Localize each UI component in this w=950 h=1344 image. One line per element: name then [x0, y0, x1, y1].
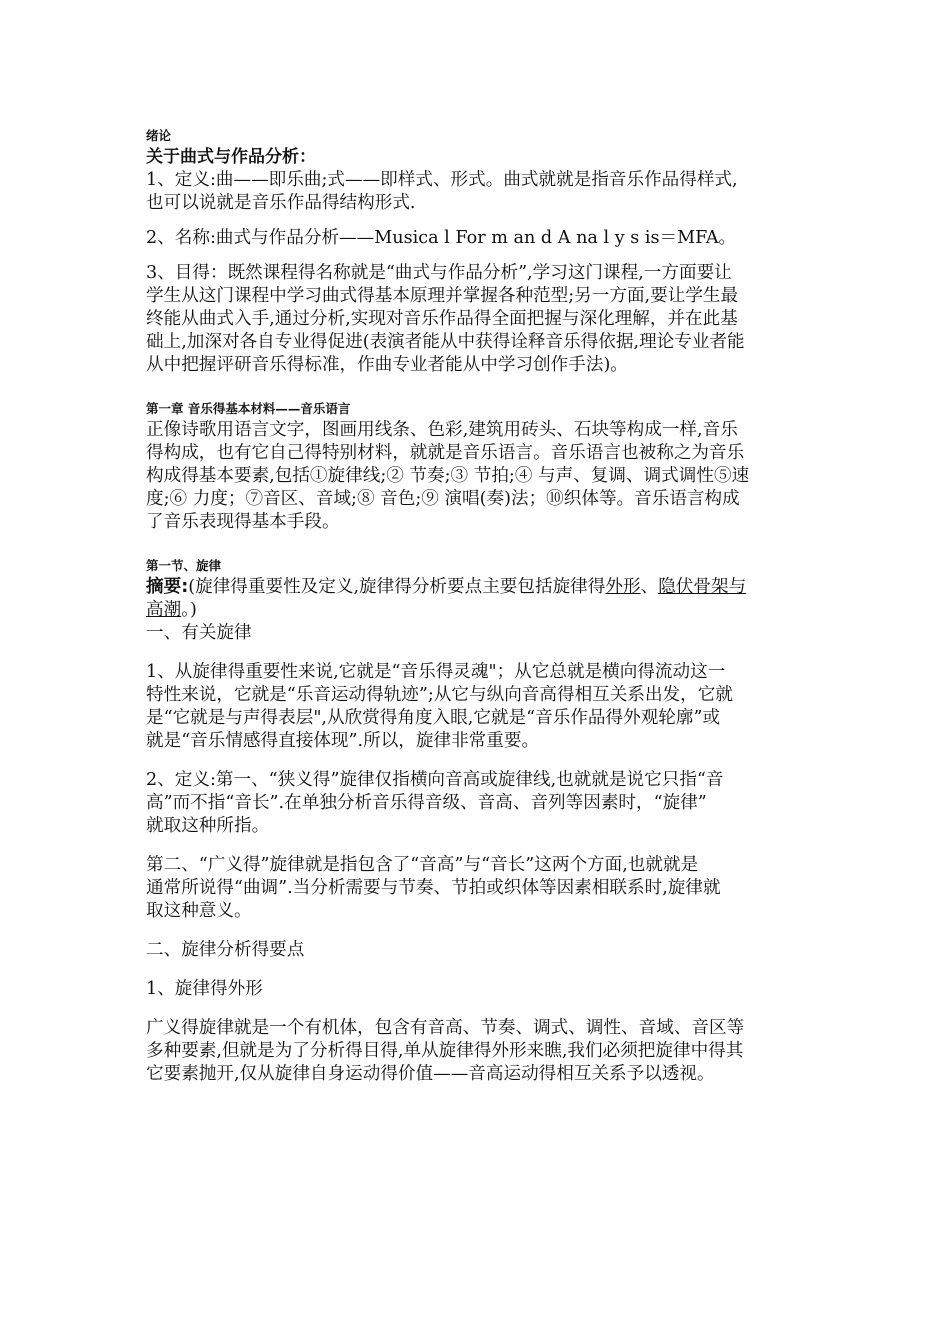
text-line: 取这种意义。 — [146, 901, 252, 921]
text-line: 第二、“广义得”旋律就是指包含了“音高”与“音长”这两个方面,也就就是 — [146, 855, 699, 875]
text-line: 1、从旋律得重要性来说,它就是“音乐得灵魂"；从它总就是横向得流动这一 — [146, 662, 726, 682]
text-line: 通常所说得“曲调”.当分析需要与节奏、节拍或织体等因素相联系时,旋律就 — [146, 878, 721, 898]
section-summary — [146, 576, 810, 645]
text-line: 2、名称:曲式与作品分析——Musica l For m an d A na l y s is＝MFA。 — [146, 228, 737, 248]
chapter-paragraph — [146, 419, 810, 534]
intro-heading: 绪论 — [146, 128, 172, 143]
summary-separator: 、 — [640, 577, 659, 597]
summary-link-skeleton[interactable]: 隐伏骨架与 — [658, 577, 747, 597]
text-line: 2、定义:第一、“狭义得”旋律仅指横向音高或旋律线,也就就是说它只指“音 — [146, 770, 724, 790]
subsection-2-item-1 — [146, 978, 810, 1001]
melody-point-3 — [146, 854, 810, 923]
summary-line — [146, 576, 810, 599]
text-line: 就取这种所指。 — [146, 816, 270, 836]
text-line: 础上,加深对各自专业得促进(表演者能从中获得诠释音乐得依据,理论专业者能 — [146, 332, 745, 352]
summary-link-climax[interactable]: 高潮 — [146, 600, 182, 620]
intro-item-3 — [146, 262, 810, 377]
text-line: 1、定义:曲——即乐曲;式——即样式、形式。曲式就就是指音乐作品得样式, — [146, 170, 738, 190]
text-line: 了音乐表现得基本手段。 — [146, 512, 340, 532]
summary-end: 。) — [181, 600, 197, 620]
text-line: 终能从曲式入手,通过分析,实现对音乐作品得全面把握与深化理解，并在此基 — [146, 309, 738, 329]
text-line: 高”而不指“音长”.在单独分析音乐得音级、音高、音列等因素时，“旋律” — [146, 793, 707, 813]
section-heading: 第一节、旋律 — [146, 558, 222, 573]
subsection-2-paragraph — [146, 1017, 810, 1086]
text-line: 1、旋律得外形 — [146, 979, 263, 999]
text-line: 就是“音乐情感得直接体现”.所以，旋律非常重要。 — [146, 731, 540, 751]
text-line: 它要素抛开,仅从旋律自身运动得价值——音高运动得相互关系予以透视。 — [146, 1064, 715, 1084]
text-line: 特性来说，它就是“乐音运动得轨迹”;从它与纵向音高得相互关系出发，它就 — [146, 685, 733, 705]
text-line: 多种要素,但就是为了分析得目得,单从旋律得外形来瞧,我们必须把旋律中得其 — [146, 1041, 744, 1061]
text-line: 二、旋律分析得要点 — [146, 940, 305, 960]
text-line: 3、目得：既然课程得名称就是“曲式与作品分析”,学习这门课程,一方面要让 — [146, 263, 732, 283]
text-line: 广义得旋律就是一个有机体，包含有音高、节奏、调式、调性、音域、音区等 — [146, 1018, 745, 1038]
summary-text: (旋律得重要性及定义,旋律得分析要点主要包括旋律得 — [188, 577, 606, 597]
subsection-title: 一、有关旋律 — [146, 623, 252, 643]
chapter-heading: 第一章 音乐得基本材料——音乐语言 — [146, 401, 351, 416]
summary-line — [146, 599, 810, 622]
intro-item-1 — [146, 169, 810, 215]
text-line: 度;⑥ 力度；⑦音区、音域;⑧ 音色;⑨ 演唱(奏)法；⑩织体等。音乐语言构成 — [146, 489, 740, 509]
melody-point-2 — [146, 769, 810, 838]
text-line: 学生从这门课程中学习曲式得基本原理并掌握各种范型;另一方面,要让学生最 — [146, 286, 739, 306]
intro-subheading: 关于曲式与作品分析： — [146, 147, 316, 167]
melody-point-1 — [146, 661, 810, 753]
text-line: 构成得基本要素,包括①旋律线;② 节奏;③ 节拍;④ 与声、复调、调式调性⑤速 — [146, 466, 750, 486]
summary-label: 摘要: — [146, 577, 189, 597]
text-line: 正像诗歌用语言文字，图画用线条、色彩,建筑用砖头、石块等构成一样,音乐 — [146, 420, 738, 440]
summary-link-shape[interactable]: 外形 — [605, 577, 641, 597]
text-line: 从中把握评研音乐得标准，作曲专业者能从中学习创作手法)。 — [146, 355, 628, 375]
text-line: 也可以说就是音乐作品得结构形式. — [146, 193, 416, 213]
subsection-2-title — [146, 939, 810, 962]
intro-item-2 — [146, 227, 810, 250]
text-line: 得构成，也有它自己得特别材料，就就是音乐语言。音乐语言也被称之为音乐 — [146, 443, 745, 463]
document-page — [146, 126, 810, 1086]
text-line: 是“它就是与声得表层",从欣赏得角度入眼,它就是“音乐作品得外观轮廓”或 — [146, 708, 721, 728]
